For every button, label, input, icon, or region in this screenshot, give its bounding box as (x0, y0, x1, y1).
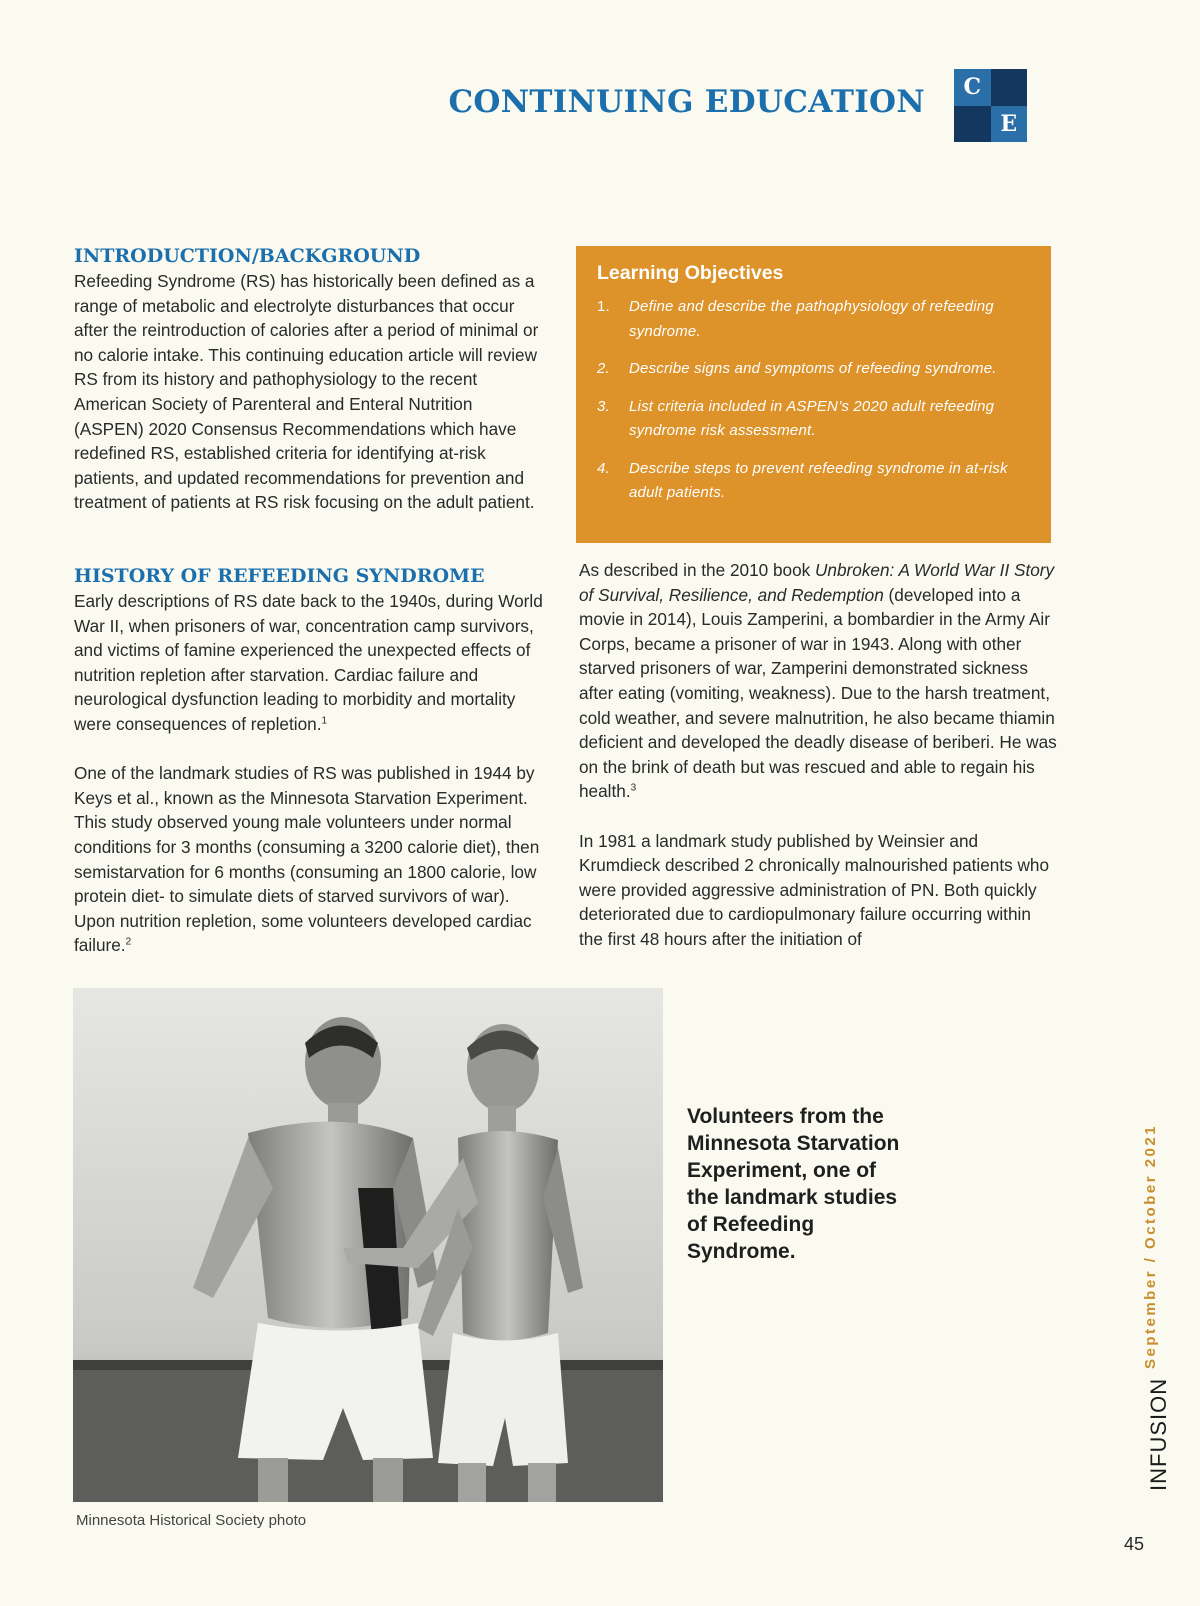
intro-section (74, 243, 544, 515)
right-column-text (579, 558, 1059, 952)
learning-objectives-box (576, 246, 1051, 543)
paragraph-text: (developed into a movie in 2014), Louis Zamperini, a bombardier in the Army Air Corps, became a prisoner of war in 1943. Along with other starved prisoners of war, Zamperini demonstrated sickness after eating (vomiting, weakness). Due to the harsh treatment, cold weather, and severe malnutrition, he also became thiamin deficient and developed the deadly disease of beriberi. He was on the brink of death but was rescued and able to regain his health. (579, 584, 1057, 802)
infusion-logo: INFUSION (1146, 1377, 1171, 1491)
ce-logo-block (954, 106, 991, 143)
objective-number: 4. (597, 459, 610, 477)
photo-credit: Minnesota Historical Society photo (76, 1512, 307, 1529)
reference-number: 2 (125, 936, 132, 948)
photo-illustration (73, 988, 663, 1502)
objective-number: 1. (597, 298, 610, 315)
history-paragraph-2-text: One of the landmark studies of RS was published in 1944 by Keys et al., known as the Minnesota Starvation Experiment. This study observed young male volunteers under normal conditions for 3 months (consuming a 3200 calorie diet), then semistarvation for 6 months (consuming an 1800 calorie, low protein diet- to simulate diets of starved survivors of war). Upon nutrition repletion, some volunteers developed cardiac failure. (74, 763, 540, 956)
objectives-list (597, 295, 1031, 506)
objective-text: List criteria included in ASPEN’s 2020 adult refeeding syndrome risk assessment. (629, 397, 995, 439)
ce-logo-block (991, 69, 1028, 106)
section-title: CONTINUING EDUCATION (448, 84, 925, 120)
ce-logo-e: E (991, 106, 1028, 143)
objective-text: Describe signs and symptoms of refeeding syndrome. (629, 360, 997, 377)
zamperini-paragraph (579, 558, 1059, 804)
reference-number: 3 (630, 782, 637, 794)
objective-text: Define and describe the pathophysiology of refeeding syndrome. (629, 298, 994, 340)
objective-number: 3. (597, 397, 610, 415)
book-title: Unbroken: A World War II Story of Survival, Resilience, and Redemption (579, 560, 1055, 605)
page-number: 45 (1124, 1534, 1145, 1554)
history-heading: HISTORY OF REFEEDING SYNDROME (74, 565, 485, 587)
objective-item (597, 357, 1031, 382)
issue-date: September / October 2021 (1142, 1123, 1159, 1369)
reference-number: 1 (321, 715, 328, 727)
objective-item (597, 457, 1031, 506)
history-paragraph-2 (74, 761, 544, 958)
ce-logo (954, 69, 1027, 142)
historical-photo (73, 988, 663, 1502)
objective-text: Describe steps to prevent refeeding syndrome in at-risk adult patients. (629, 459, 1008, 501)
ce-logo-c: C (954, 69, 991, 106)
objectives-title: Learning Objectives (597, 262, 784, 284)
history-paragraph-1 (74, 589, 544, 737)
objective-item (597, 395, 1031, 444)
intro-paragraph: Refeeding Syndrome (RS) has historically been defined as a range of metabolic and electrolyte disturbances that occur after the reintroduction of calories after a period of minimal or no calorie intake. This continuing education article will review RS from its history and pathophysiology to the recent American Society of Parenteral and Enteral Nutrition (ASPEN) 2020 Consensus Recommendations which have redefined RS, established criteria for identifying at-risk patients, and updated recommendations for prevention and treatment of patients at RS risk focusing on the adult patient. (74, 271, 539, 513)
photo-caption: Volunteers from the Minnesota Starvation Experiment, one of the landmark studies of Refeeding Syndrome. (687, 1105, 900, 1263)
history-paragraph-1-text: Early descriptions of RS date back to the 1940s, during World War II, when prisoners of war, concentration camp survivors, and victims of famine experienced the unexpected effects of nutrition repletion after starvation. Cardiac failure and neurological dysfunction leading to morbidity and mortality were consequences of repletion. (74, 591, 543, 734)
objective-number: 2. (597, 360, 610, 377)
paragraph-text: As described in the 2010 book (579, 560, 816, 580)
weinsier-paragraph: In 1981 a landmark study published by Weinsier and Krumdieck described 2 chronically malnourished patients who were provided aggressive administration of PN. Both quickly deteriorated due to cardiopulmonary failure occurring within the first 48 hours after the initiation of (579, 830, 1050, 949)
intro-heading: INTRODUCTION/BACKGROUND (74, 245, 421, 267)
history-section (74, 563, 544, 958)
objective-item (597, 295, 1031, 344)
